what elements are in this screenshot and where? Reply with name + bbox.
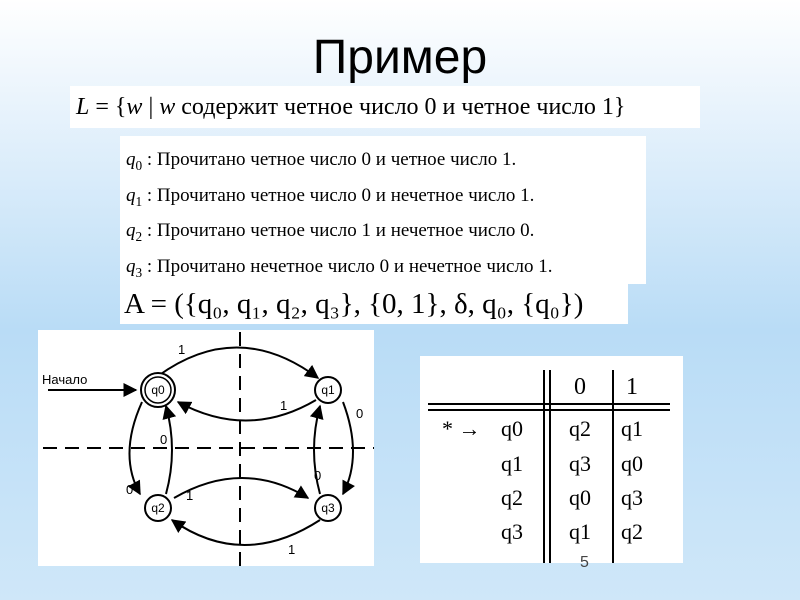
edge-q1-q0 [178,400,316,421]
def-bar: | [142,94,160,120]
row-state: q3 [501,519,523,544]
def-w1: w [126,94,143,120]
state-line: $q_3$ : Прочитано нечетное число 0 и нечетное число 1. [126,255,553,280]
lang-symbol: L [76,94,90,120]
slide-number: 5 [580,554,589,571]
row-state: q0 [501,416,523,441]
def-w2: w [159,94,176,120]
label-q2-q3: 1 [186,488,194,503]
slide-title: Пример [312,31,488,84]
def-rest: содержит четное число 0 и четное число 1} [175,94,626,120]
start-marker: * → [442,416,481,441]
label-q1-q0: 1 [280,398,288,413]
node-q1-label: q1 [321,383,335,397]
state-descriptions [120,136,646,284]
language-definition [70,86,700,128]
state-line: $q_1$ : Прочитано четное число 0 и нечетное число 1. [126,184,535,209]
state-diagram-svg [38,330,374,566]
start-label: Начало [42,372,88,387]
def-eq: = { [89,94,127,120]
row-on0: q2 [569,416,591,441]
label-q3-q1: 0 [314,468,322,483]
row-on0: q3 [569,451,591,476]
state-line: $q_2$ : Прочитано четное число 1 и нечетное число 0. [126,220,535,244]
table-header-0: 0 [574,374,586,400]
state-line: $q_0$ : Прочитано четное число 0 и четное число 1. [126,149,517,173]
transition-table-svg [420,356,683,563]
label-q2-q0: 0 [160,432,168,447]
row-on1: q3 [621,485,643,510]
node-q3-label: q3 [321,501,335,515]
row-on1: q0 [621,451,643,476]
row-state: q1 [501,451,523,476]
label-q0-q2: 0 [126,482,134,497]
row-on1: q2 [621,519,643,544]
node-q0-label: q0 [151,383,165,397]
row-on0: q0 [569,485,591,510]
table-header-1: 1 [626,374,638,400]
label-q0-q1: 1 [178,342,186,357]
transition-table [420,356,683,563]
row-on0: q1 [569,519,591,544]
edge-q2-q0 [166,406,172,494]
automaton-tuple: A = ({q₀, q₁, q₂, q₃}, {0, 1}, δ, q₀, {q₀}) [120,284,628,324]
label-q1-q3: 0 [356,406,364,421]
label-q3-q2: 1 [288,542,296,557]
state-diagram [38,330,374,566]
row-state: q2 [501,485,523,510]
row-on1: q1 [621,416,643,441]
node-q2-label: q2 [151,501,165,515]
edge-q3-q2 [172,520,320,545]
